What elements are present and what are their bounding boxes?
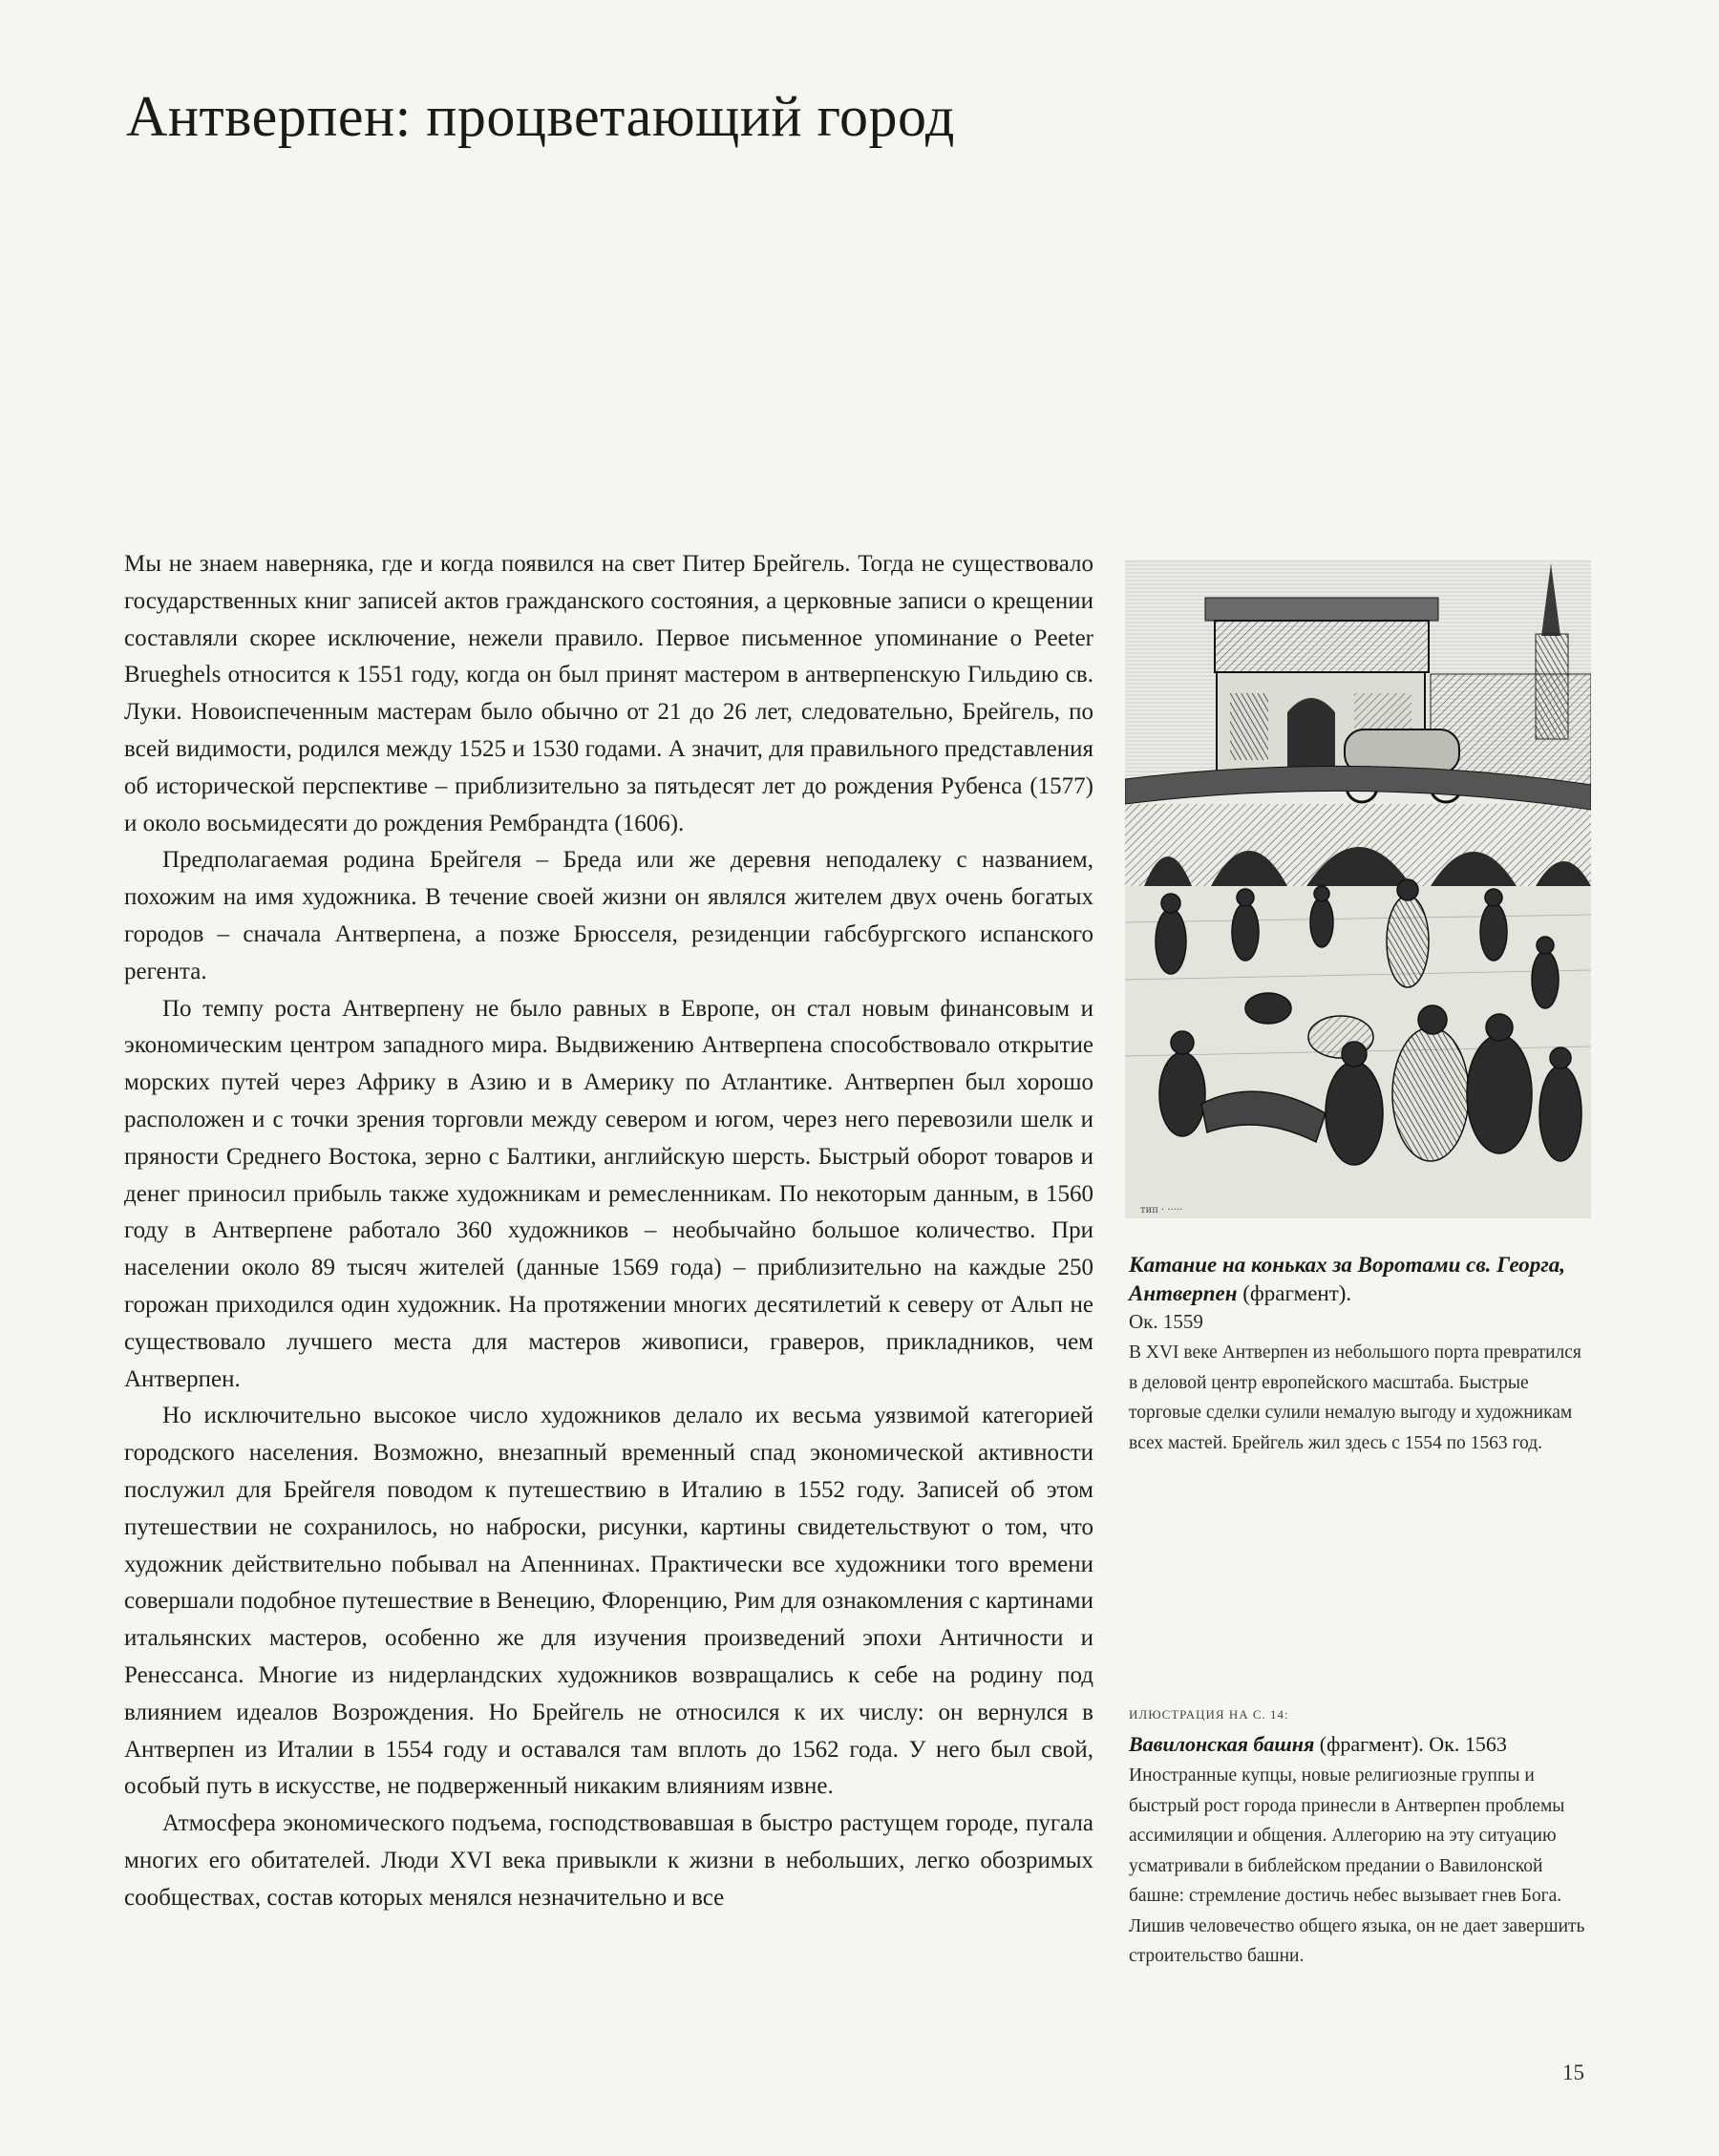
- figure1-caption-fragment: (фрагмент).: [1237, 1281, 1352, 1305]
- paragraph: Атмосфера экономического подъема, господствовавшая в быстро растущем городе, пугала многих его обитателей. Люди XVI века привыкли к жизни в небольших, легко обозримых сообществах, состав которых менялся незначительно и все: [124, 1810, 1093, 1911]
- figure1-caption-date: Ок. 1559: [1129, 1310, 1203, 1333]
- page-number: 15: [1562, 2061, 1584, 2084]
- figure2-caption-fragment: (фрагмент). Ок. 1563: [1314, 1732, 1507, 1756]
- figure1-caption-text: В XVI веке Антверпен из небольшого порта превратился в деловой центр европейского масштаба. Быстрые торговые сделки сулили немалую выгоду и художникам всех мастей. Брейгель жил здесь с 1554 по 1563 год.: [1129, 1342, 1581, 1453]
- figure2-caption-title: Вавилонская башня: [1129, 1732, 1315, 1756]
- paragraph: Предполагаемая родина Брейгеля – Бреда или же деревня неподалеку с названием, похожим на имя художника. В течение своей жизни он являлся жителем двух очень богатых городов – сначала Антверпена, а позже Брюсселя, резиденции габсбургского испанского регента.: [124, 847, 1093, 984]
- page-title: Антверпен: процветающий город: [126, 85, 955, 148]
- figure1-caption-title-line: [1129, 1251, 1585, 1308]
- figure1-caption-title: Катание на коньках за Воротами св. Георга, Антверпен: [1129, 1253, 1566, 1305]
- paragraph: Мы не знаем наверняка, где и когда появился на свет Питер Брейгель. Тогда не существовало государственных книг записей актов гражданского состояния, а церковные записи о крещении составляли скорее исключение, нежели правило. Первое письменное упоминание о Peeter Brueghels относится к 1551 году, когда он был принят мастером в антверпенскую Гильдию св. Луки. Новоиспеченным мастерам было обычно от 21 до 26 лет, следовательно, Брейгель, по всей видимости, родился между 1525 и 1530 годами. А значит, для правильного представления об исторической перспективе – приблизительно за пятьдесят лет до рождения Рубенса (1577) и около восьмидесяти до рождения Рембрандта (1606).: [124, 551, 1093, 836]
- engraving-signature: тип · ·····: [1140, 1205, 1183, 1215]
- figure2-caption: [1129, 1705, 1585, 1972]
- paragraph: Но исключительно высокое число художников делало их весьма уязвимой категорией городского населения. Возможно, внезапный временный спад экономической активности послужил для Брейгеля поводом к путешествию в Италию в 1552 году. Записей об этом путешествии не сохранилось, но наброски, рисунки, картины свидетельствуют о том, что художник действительно побывал на Апеннинах. Практически все художники того времени совершали подобное путешествие в Венецию, Флоренцию, Рим для ознакомления с картинами итальянских мастеров, особенно же для изучения произведений эпохи Античности и Ренессанса. Многие из нидерландских художников возвращались к себе на родину под влиянием идеалов Возрождения. Но Брейгель не относился к их числу: он вернулся в Антверпен из Италии в 1554 году и оставался там вплоть до 1562 года. У него был свой, особый путь в искусстве, не подверженный никаким влияниям извне.: [124, 1403, 1093, 1800]
- skating-engraving-image: [1125, 560, 1591, 1218]
- figure2-caption-label: ИЛЮСТРАЦИЯ НА С. 14:: [1129, 1707, 1289, 1722]
- figure2-caption-text: Иностранные купцы, новые религиозные группы и быстрый рост города принесли в Антверпен проблемы ассимиляции и общения. Аллегорию на эту ситуацию усматривали в библейском предании о Вавилонской башне: стремление достичь небес вызывает гнев Бога. Лишив человечество общего языка, он не дает завершить строительство башни.: [1129, 1765, 1585, 1966]
- paragraph: По темпу роста Антверпену не было равных в Европе, он стал новым финансовым и экономическим центром западного мира. Выдвижению Антверпена способствовало открытие морских путей через Африку в Азию и в Америку по Атлантике. Антверпен был хорошо расположен и с точки зрения торговли между севером и югом, через него перевозили шелк и пряности Среднего Востока, зерно с Балтики, английскую шерсть. Быстрый оборот товаров и денег приносил прибыль также художникам и ремесленникам. По некоторым данным, в 1560 году в Антверпене работало 360 художников – необычайно большое количество. При населении около 89 тысяч жителей (данные 1569 года) – приблизительно на каждые 250 горожан приходился один художник. На протяжении многих десятилетий к северу от Альп не существовало лучшего места для мастеров живописи, граверов, прикладников, чем Антверпен.: [124, 995, 1093, 1392]
- figure2-caption-title-line: [1129, 1730, 1585, 1759]
- main-text: [124, 546, 1093, 1916]
- figure1-caption: [1129, 1251, 1585, 1458]
